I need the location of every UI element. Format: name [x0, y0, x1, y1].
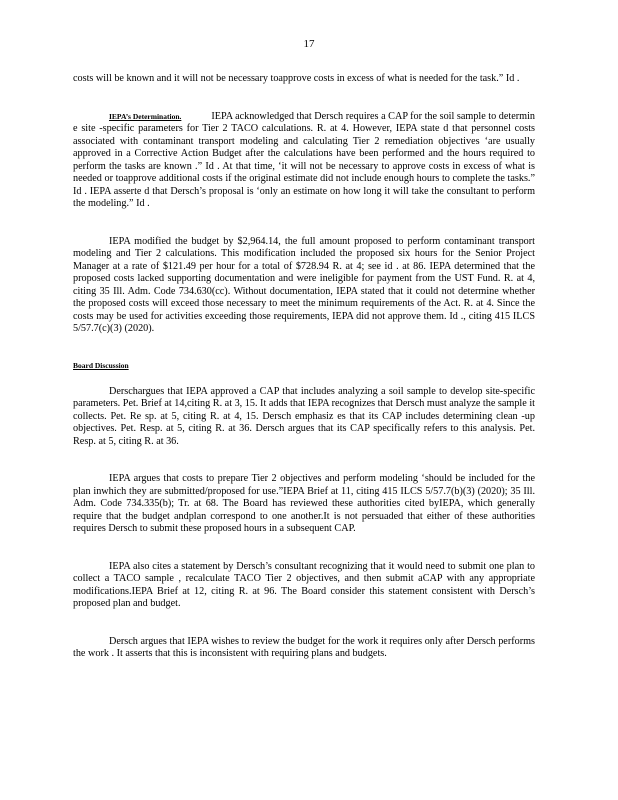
- paragraph-consultant-statement: IEPA also cites a statement by Dersch’s consultant recognizing that it would need to submit one plan to collect a TACO sample , recalculate TACO Tier 2 objectives, and then submit aCAP with any appropriate modifications.IEPA Brief at 12, citing R. at 96. The Board consider this statement consistent with Dersch’s proposed plan and budget.: [73, 560, 535, 609]
- paragraph-iepa-argues-tier2: IEPA argues that costs to prepare Tier 2 objectives and perform modeling ‘should be included for the plan inwhich they are submitted/proposed for use.”IEPA Brief at 11, citing 415 ILCS 5/57.7(b)(3) (2020); 35 Ill. Adm. Code 734.335(b); Tr. at 68. The Board has reviewed these authorities cited byIEPA, which generally require that the budget andplan correspond to one another.It is not persuaded that either of these authorities requires Dersch to submit these proposed hours in a subsequent CAP.: [73, 473, 535, 534]
- iepa-determination-text: IEPA acknowledged that Dersch requires a CAP for the soil sample to determin e site -specific parameters for Tier 2 TACO calculations. R. at 4. However, IEPA state d that personnel costs associated with contaminant transport modeling and calculating Tier 2 remediation objectives ‘are usually approved in a Corrective Action Budget after the calculations have been performed and the hours required to perform the tasks are known .” Id . At that time, ‘it will not be necessary to approve costs in excess of what is needed or toapprove additional costs if the original estimate did not include enough hours to complete the tasks.” Id . IEPA asserte d that Dersch’s proposal is ‘only an estimate on how long it will take the consultant to perform the modeling.” Id .: [73, 110, 535, 209]
- section-heading-row: [73, 355, 535, 370]
- iepa-determination-heading: IEPA’s Determination.: [109, 111, 182, 121]
- paragraph-iepa-determination: [73, 111, 535, 211]
- document-body: [73, 73, 535, 661]
- page-number: 17: [303, 38, 315, 50]
- paragraph-dersch-argues-cap: Derschargues that IEPA approved a CAP that includes analyzing a soil sample to develop site-specific parameters. Pet. Brief at 14,citing R. at 3, 15. It adds that IEPA recognizes that Dersch must analyze the sample it collects. Pet. Re sp. at 5, citing R. at 4, 15. Dersch emphasiz es that its CAP includes determining clean -up objectives. Pet. Resp. at 5, citing R. at 36. Dersch argues that its CAP specifically refers to this analysis. Pet. Resp. at 5, citing R. at 36.: [73, 385, 535, 447]
- paragraph-dersch-argues-review: Dersch argues that IEPA wishes to review the budget for the work it requires only after Dersch performs the work . It asserts that this is inconsistent with requiring plans and budgets.: [73, 635, 535, 659]
- paragraph-budget-modification: IEPA modified the budget by $2,964.14, the full amount proposed to perform contaminant transport modeling and Tier 2 calculations. This modification included the proposed six hours for the Senior Project Manager at a rate of $121.49 per hour for a total of $728.94 R. at 4; see id . at 86. IEPA determined that the proposed costs lacked supporting documentation and were ineligible for payment from the UST Fund. R. at 4, citing 35 Ill. Adm. Code 734.630(cc). Without documentation, IEPA stated that it could not determine whether the proposed costs will exceed those necessary to meet the minimum requirements of the Act. R. at 4. Since the costs may be used for activities exceeding those requirements, IEPA did not approve them. Id ., citing 415 ILCS 5/57.7(c)(3) (2020).: [73, 235, 535, 334]
- paragraph-continuation: costs will be known and it will not be necessary toapprove costs in excess of what is needed for the task.” Id .: [73, 73, 520, 84]
- board-discussion-heading: Board Discussion: [73, 360, 129, 370]
